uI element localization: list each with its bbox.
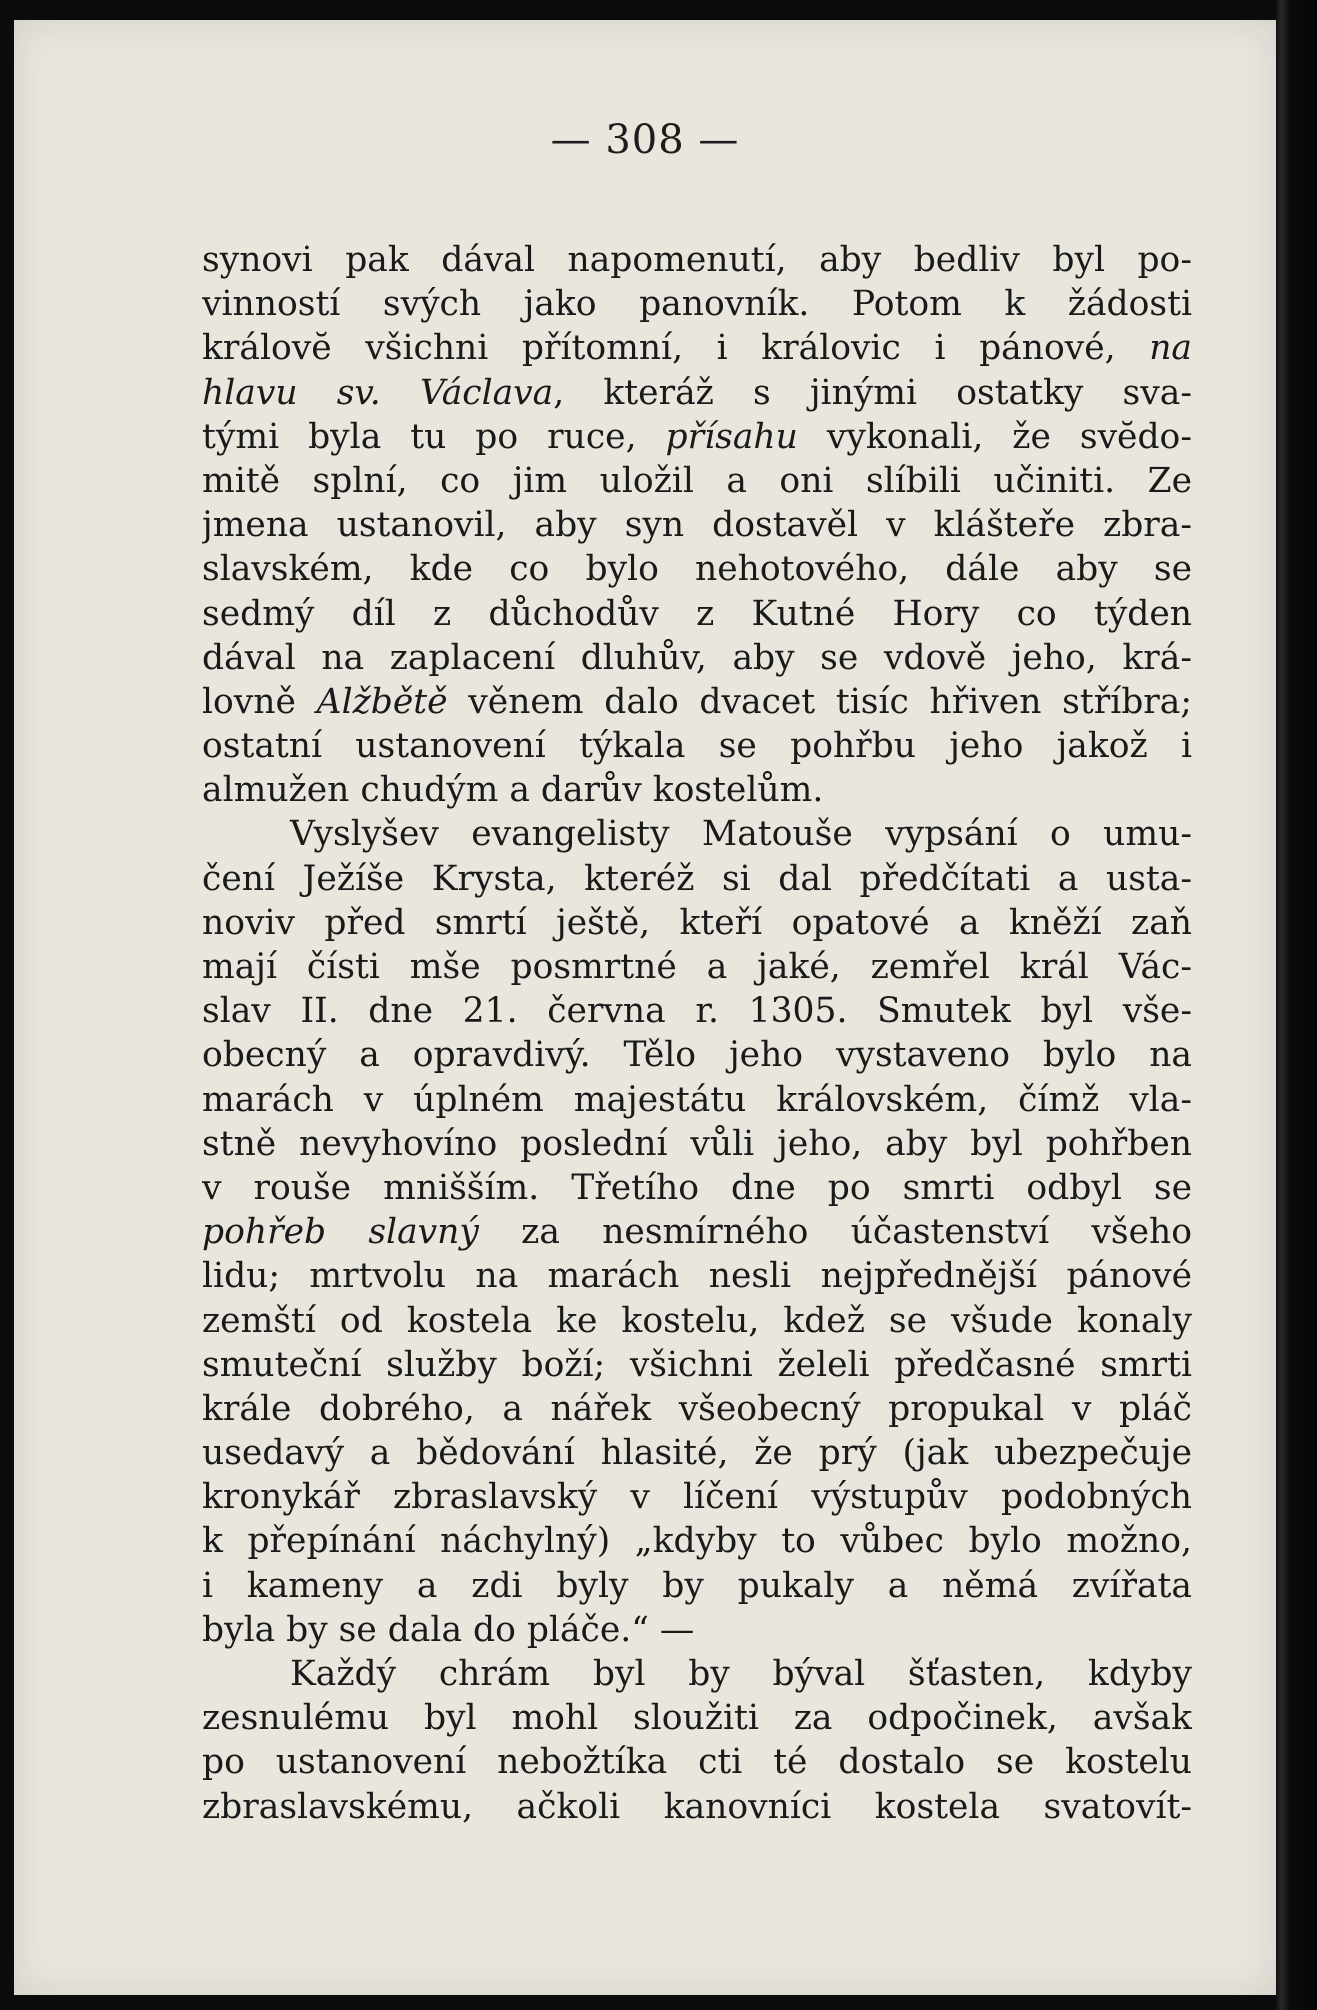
text-run: k přepínání náchylný) „kdyby to vůbec bylo možno, (202, 1521, 1192, 1562)
text-line (202, 547, 1192, 591)
text-run: slavském, kde co bylo nehotového, dále aby se (202, 549, 1192, 590)
text-run: královĕ všichni přítomní, i královic i pánové, (202, 328, 1150, 369)
text-run: dával na zaplacení dluhův, aby se vdově jeho, krá- (202, 637, 1192, 678)
text-run: za nesmírného účastenství všeho (478, 1212, 1192, 1253)
text-run: po ustanovení nebožtíka cti té dostalo se kostelu (202, 1742, 1192, 1783)
text-run: tými byla tu po ruce, (202, 416, 666, 457)
text-run: lidu; mrtvolu na marách nesli nejpřednější pánové (202, 1256, 1192, 1297)
page-number: — 308 — (550, 117, 740, 163)
text-line (202, 371, 1192, 415)
text-run: mají čísti mše posmrtné a jaké, zemřel král Vác- (202, 947, 1192, 987)
text-line (202, 989, 1192, 1033)
italic-text: hlavu sv. Václava (202, 372, 554, 413)
text-line (202, 812, 1192, 856)
text-line (202, 1564, 1192, 1608)
text-run: marách v úplném majestátu královském, čímž vla- (202, 1079, 1192, 1120)
text-run: byla by se dala do pláče.“ — (202, 1609, 695, 1650)
text-run: čení Ježíše Krysta, kteréž si dal předčítati a usta- (202, 858, 1192, 899)
scan-edge (1276, 0, 1317, 2010)
italic-text: pohřeb slavný (202, 1212, 479, 1253)
text-run: krále dobrého, a nářek všeobecný propukal v pláč (202, 1388, 1192, 1429)
text-line (202, 415, 1192, 459)
text-line (202, 503, 1192, 547)
text-line (202, 282, 1192, 326)
text-run: , kteráž s jinými ostatky sva- (553, 372, 1192, 413)
text-line (202, 1033, 1192, 1077)
text-line (202, 1343, 1192, 1387)
text-line (202, 238, 1192, 282)
text-line (202, 459, 1192, 503)
text-line (202, 326, 1192, 370)
text-run: zbraslavskému, ačkoli kanovníci kostela svatovít- (202, 1786, 1192, 1827)
text-line (202, 1785, 1192, 1829)
text-run: slav II. dne 21. června r. 1305. Smutek byl vše- (202, 991, 1192, 1032)
text-run: zemští od kostela ke kostelu, kdež se všude konaly (202, 1300, 1192, 1341)
text-run: mitě splní, co jim uložil a oni slíbili učiniti. Ze (202, 460, 1192, 501)
text-line (202, 592, 1192, 636)
italic-text: přísahu (665, 416, 798, 457)
text-run: i kameny a zdi byly by pukaly a němá zvířata (202, 1565, 1192, 1606)
text-line (202, 945, 1192, 989)
text-run: věnem dalo dvacet tisíc hřiven stříbra; (447, 681, 1192, 722)
text-run: sedmý díl z důchodův z Kutné Hory co týden (202, 593, 1192, 634)
text-run: Každý chrám byl by býval šťasten, kdyby (290, 1654, 1192, 1694)
text-run: v rouše mnišším. Třetího dne po smrti odbyl se (202, 1167, 1192, 1208)
text-run: kronykář zbraslavský v líčení výstupův podobných (202, 1477, 1192, 1518)
text-line (202, 768, 1192, 812)
italic-text: Alžbětě (316, 681, 448, 722)
text-run: stně nevyhovíno poslední vůli jeho, aby byl pohřben (202, 1123, 1192, 1164)
text-line (202, 1122, 1192, 1166)
text-run: usedavý a bědování hlasité, že prý (jak ubezpečuje (202, 1433, 1192, 1474)
text-line (202, 680, 1192, 724)
text-line (202, 1254, 1192, 1298)
text-line (202, 1166, 1192, 1210)
text-line (202, 1652, 1192, 1696)
text-line (202, 636, 1192, 680)
text-run: synovi pak dával napomenutí, aby bedliv byl po- (202, 240, 1192, 280)
text-line (202, 1608, 1192, 1652)
text-run: obecný a opravdivý. Tělo jeho vystaveno bylo na (202, 1035, 1192, 1076)
body-text (202, 238, 1192, 1829)
text-run: ostatní ustanovení týkala se pohřbu jeho jakož i (202, 726, 1192, 767)
text-run: almužen chudým a darův kostelům. (202, 770, 824, 811)
text-run: Vyslyšev evangelisty Matouše vypsání o umu- (290, 814, 1192, 855)
text-line (202, 1387, 1192, 1431)
book-page (14, 20, 1276, 1995)
text-line (202, 724, 1192, 768)
text-run: vinností svých jako panovník. Potom k žádosti (202, 284, 1192, 325)
text-line (202, 1299, 1192, 1343)
text-run: vykonali, že svĕdo- (797, 416, 1192, 457)
text-line (202, 1475, 1192, 1519)
text-line (202, 1431, 1192, 1475)
text-line (202, 1210, 1192, 1254)
text-run: noviv před smrtí ještě, kteří opatové a kněží zaň (202, 902, 1192, 943)
text-run: lovně (202, 681, 317, 722)
text-line (202, 1078, 1192, 1122)
italic-text: na (1149, 328, 1192, 369)
text-run: jmena ustanovil, aby syn dostavěl v klášteře zbra- (202, 505, 1192, 546)
text-line (202, 901, 1192, 945)
text-run: zesnulému byl mohl sloužiti za odpočinek, avšak (202, 1698, 1192, 1739)
text-line (202, 857, 1192, 901)
text-run: smuteční služby boží; všichni želeli předčasné smrti (202, 1344, 1192, 1385)
text-line (202, 1740, 1192, 1784)
text-line (202, 1696, 1192, 1740)
text-line (202, 1519, 1192, 1563)
